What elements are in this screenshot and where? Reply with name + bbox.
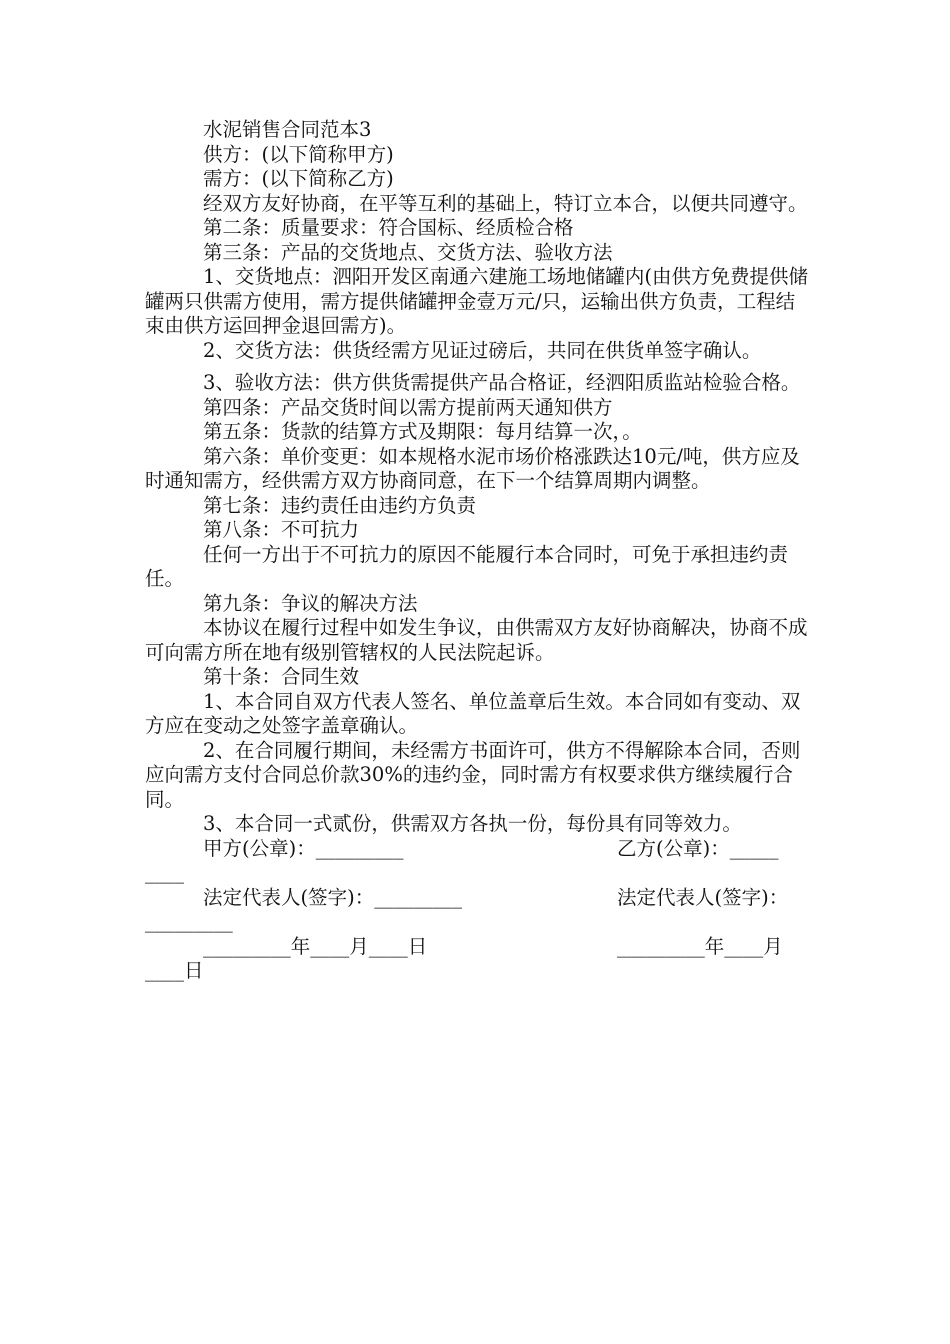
representative-row [145, 886, 810, 911]
buyer-line: 需方：(以下简称乙方) [203, 167, 394, 190]
representative-a: 法定代表人(签字)：_________ [203, 885, 462, 909]
party-b-seal-continuation: ____ [145, 861, 184, 884]
date-a: _________年____月____日 [203, 934, 428, 958]
document-title: 水泥销售合同范本3 [203, 118, 372, 141]
party-a-seal: 甲方(公章)：_________ [203, 836, 404, 860]
clause-4: 第四条：产品交货时间以需方提前两天通知供方 [203, 395, 613, 419]
clause-8: 第八条：不可抗力 [203, 518, 360, 541]
seal-row [145, 837, 810, 862]
representative-b-continuation: _________ [145, 910, 233, 933]
clause-10: 第十条：合同生效 [203, 665, 360, 688]
clause-3-item-1: 1、交货地点：泗阳开发区南通六建施工场地储罐内(由供方免费提供储罐两只供需方使用，需方提供储罐押金壹万元/只，运输出供方负责，工程结束由供方运回押金退回需方)。 [145, 265, 809, 337]
clause-6: 第六条：单价变更：如本规格水泥市场价格涨跌达10元/吨，供方应及时通知需方，经供需方双方协商同意，在下一个结算周期内调整。 [145, 444, 800, 492]
preamble-paragraph: 经双方友好协商，在平等互利的基础上，特订立本合，以便共同遵守。 [203, 191, 808, 215]
party-b-seal: 乙方(公章)：_____ [617, 836, 779, 860]
date-b: _________年____月 [617, 934, 783, 958]
clause-2: 第二条：质量要求：符合国标、经质检合格 [203, 216, 574, 239]
clause-10-item-2: 2、在合同履行期间，未经需方书面许可，供方不得解除本合同，否则应向需方支付合同总价款30%的违约金，同时需方有权要求供方继续履行合同。 [145, 738, 801, 811]
clause-3-item-3: 3、验收方法：供方供货需提供产品合格证，经泗阳质监站检验合格。 [203, 371, 801, 394]
clause-10-item-3: 3、本合同一式贰份，供需双方各执一份，每份具有同等效力。 [203, 812, 742, 835]
contract-document [145, 118, 810, 984]
clause-9: 第九条：争议的解决方法 [203, 591, 418, 615]
date-b-continuation: ____日 [145, 959, 204, 982]
clause-9-text: 本协议在履行过程中如发生争议，由供需双方友好协商解决，协商不成可向需方所在地有级别管辖权的人民法院起诉。 [145, 616, 808, 664]
clause-10-item-1: 1、本合同自双方代表人签名、单位盖章后生效。本合同如有变动、双方应在变动之处签字盖章确认。 [145, 689, 801, 737]
clause-7: 第七条：违约责任由违约方负责 [203, 493, 477, 517]
clause-3-item-2: 2、交货方法：供货经需方见证过磅后，共同在供货单签字确认。 [203, 338, 762, 362]
clause-5: 第五条：货款的结算方式及期限：每月结算一次，。 [203, 420, 642, 443]
clause-8-text: 任何一方出于不可抗力的原因不能履行本合同时，可免于承担违约责任。 [145, 542, 789, 590]
representative-b: 法定代表人(签字)： [617, 885, 789, 909]
clause-3: 第三条：产品的交货地点、交货方法、验收方法 [203, 240, 613, 264]
supplier-line: 供方：(以下简称甲方) [203, 142, 394, 166]
date-row [145, 935, 810, 960]
